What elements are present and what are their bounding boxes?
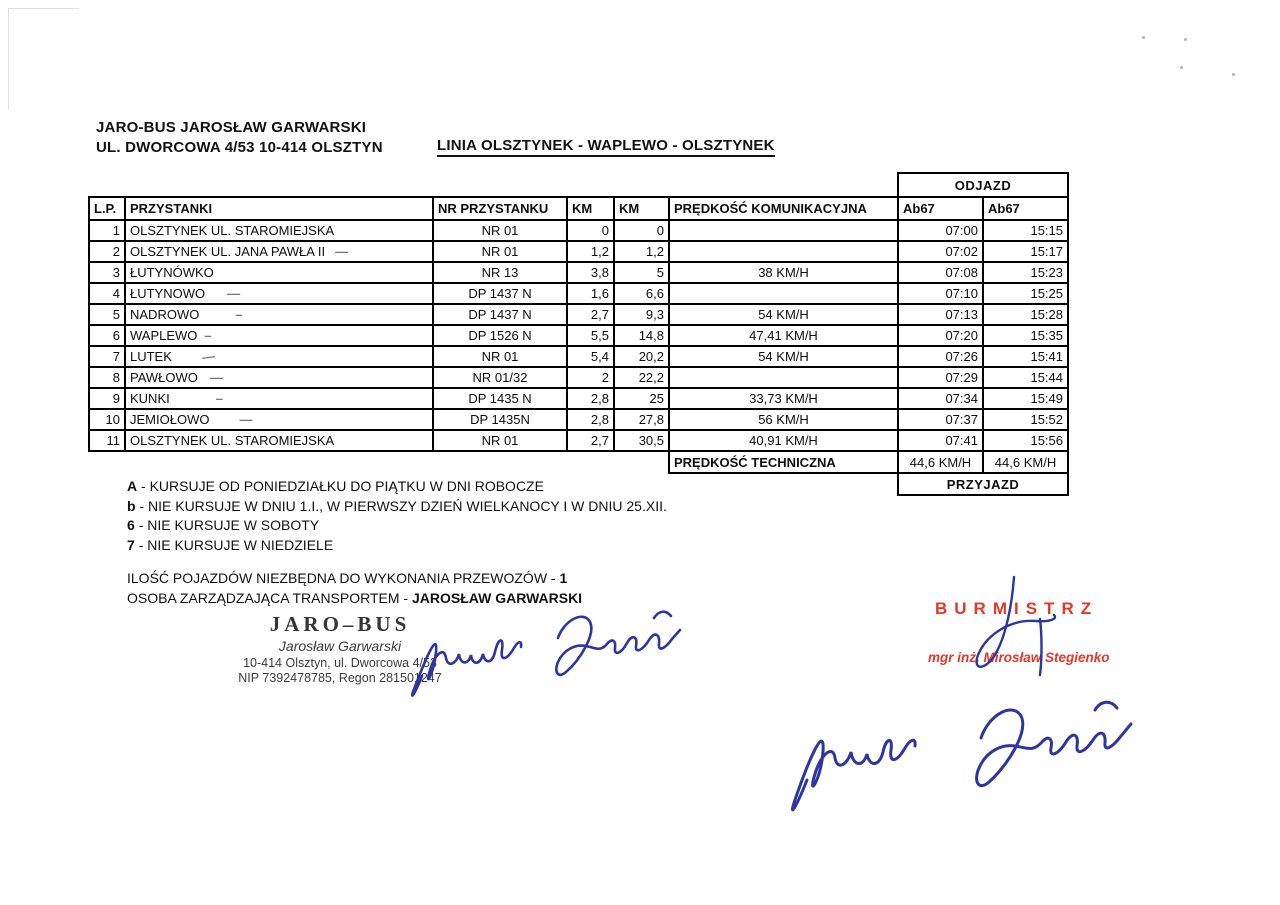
cell-km-leg: 2,8 <box>567 409 614 430</box>
cell-km-leg: 5,4 <box>567 346 614 367</box>
cell-stop <box>125 388 433 409</box>
odjazd-row <box>89 173 1068 197</box>
pen-mark: – <box>204 328 212 343</box>
legend-line <box>127 497 667 517</box>
table-header-row <box>89 197 1068 220</box>
technical-speed-row <box>89 451 1068 473</box>
cell-lp: 3 <box>89 262 125 283</box>
col-header-lp: L.P. <box>89 197 125 220</box>
ink-paraph <box>952 575 1072 690</box>
cell-stop-number: DP 1435 N <box>433 388 567 409</box>
cell-lp: 1 <box>89 220 125 241</box>
stop-name: OLSZTYNEK UL. STAROMIEJSKA <box>130 223 335 238</box>
table-row <box>89 430 1068 451</box>
cell-departure-2: 15:44 <box>983 367 1068 388</box>
cell-km-leg: 2,8 <box>567 388 614 409</box>
cell-departure-1: 07:29 <box>898 367 983 388</box>
pen-mark: — <box>239 412 253 427</box>
company-header <box>96 118 383 158</box>
pen-mark: — <box>200 348 216 365</box>
legend-key: b <box>127 497 136 514</box>
cell-km-total: 27,8 <box>614 409 669 430</box>
stop-name: ŁUTYNÓWKO <box>130 265 214 280</box>
cell-departure-1: 07:26 <box>898 346 983 367</box>
cell-departure-2: 15:35 <box>983 325 1068 346</box>
stop-name: WAPLEWO <box>130 328 198 343</box>
legend-key: 6 <box>127 517 135 533</box>
scan-speck <box>1184 38 1187 41</box>
cell-departure-2: 15:56 <box>983 430 1068 451</box>
cell-departure-2: 15:25 <box>983 283 1068 304</box>
stop-name: KUNKI <box>130 391 170 406</box>
col-header-course-1: Ab67 <box>898 197 983 220</box>
scan-speck <box>1180 66 1183 69</box>
cell-departure-2: 15:52 <box>983 409 1068 430</box>
cell-speed: 47,41 KM/H <box>669 325 898 346</box>
company-address-line: UL. DWORCOWA 4/53 10-414 OLSZTYN <box>96 139 383 156</box>
table-row <box>89 325 1068 346</box>
cell-departure-1: 07:02 <box>898 241 983 262</box>
cell-stop <box>125 325 433 346</box>
cell-lp: 11 <box>89 430 125 451</box>
cell-stop-number: NR 01 <box>433 346 567 367</box>
technical-speed-value-2: 44,6 KM/H <box>983 451 1068 473</box>
legend-text: - NIE KURSUJE W DNIU 1.I., W PIERWSZY DZIEŃ WIELKANOCY I W DNIU 25.XII. <box>139 497 667 514</box>
spacer-cell <box>89 173 898 197</box>
cell-km-leg: 3,8 <box>567 262 614 283</box>
cell-km-total: 20,2 <box>614 346 669 367</box>
col-header-stops: PRZYSTANKI <box>125 197 433 220</box>
cell-stop <box>125 241 433 262</box>
cell-km-leg: 5,5 <box>567 325 614 346</box>
vehicles-note <box>127 568 582 588</box>
cell-departure-1: 07:08 <box>898 262 983 283</box>
cell-departure-1: 07:34 <box>898 388 983 409</box>
cell-departure-1: 07:20 <box>898 325 983 346</box>
table-row <box>89 367 1068 388</box>
ink-signature-bottom <box>785 688 1175 823</box>
pen-mark: — <box>335 244 349 259</box>
cell-speed: 56 KM/H <box>669 409 898 430</box>
scan-speck <box>1232 73 1235 76</box>
cell-km-total: 25 <box>614 388 669 409</box>
table-row <box>89 388 1068 409</box>
cell-km-total: 6,6 <box>614 283 669 304</box>
pen-mark: – <box>215 391 223 406</box>
cell-departure-2: 15:23 <box>983 262 1068 283</box>
legend-text: - NIE KURSUJE W SOBOTY <box>138 517 320 533</box>
cell-stop <box>125 220 433 241</box>
cell-stop <box>125 409 433 430</box>
cell-speed: 38 KM/H <box>669 262 898 283</box>
cell-lp: 5 <box>89 304 125 325</box>
note-text: ILOŚĆ POJAZDÓW NIEZBĘDNA DO WYKONANIA PRZEWOZÓW - <box>127 570 556 586</box>
cell-stop-number: NR 01/32 <box>433 367 567 388</box>
stop-name: JEMIOŁOWO <box>130 412 210 427</box>
cell-departure-2: 15:41 <box>983 346 1068 367</box>
note-text: OSOBA ZARZĄDZAJĄCA TRANSPORTEM - <box>127 590 409 606</box>
stop-name: OLSZTYNEK UL. JANA PAWŁA II <box>130 244 326 259</box>
cell-stop <box>125 346 433 367</box>
cell-lp: 10 <box>89 409 125 430</box>
cell-lp: 2 <box>89 241 125 262</box>
route-title: LINIA OLSZTYNEK - WAPLEWO - OLSZTYNEK <box>437 137 775 157</box>
cell-departure-2: 15:15 <box>983 220 1068 241</box>
stop-name: LUTEK <box>130 349 172 364</box>
cell-speed: 33,73 KM/H <box>669 388 898 409</box>
scan-corner-artifact <box>8 8 79 109</box>
odjazd-header: ODJAZD <box>898 173 1068 197</box>
legend-key: A <box>127 478 138 494</box>
legend-line <box>127 477 667 497</box>
cell-km-total: 0 <box>614 220 669 241</box>
cell-lp: 8 <box>89 367 125 388</box>
technical-speed-label: PRĘDKOŚĆ TECHNICZNA <box>669 451 898 473</box>
cell-departure-1: 07:41 <box>898 430 983 451</box>
table-row <box>89 220 1068 241</box>
cell-stop-number: NR 01 <box>433 430 567 451</box>
cell-speed: 54 KM/H <box>669 304 898 325</box>
burmistrz-stamp-title: BURMISTRZ <box>935 599 1099 618</box>
cell-departure-1: 07:00 <box>898 220 983 241</box>
cell-lp: 4 <box>89 283 125 304</box>
cell-stop-number: DP 1435N <box>433 409 567 430</box>
col-header-stop-number: NR PRZYSTANKU <box>433 197 567 220</box>
cell-speed <box>669 241 898 262</box>
stamp-address: 10-414 Olsztyn, ul. Dworcowa 4/53 <box>243 656 437 670</box>
cell-stop <box>125 430 433 451</box>
pen-mark: — <box>209 370 223 385</box>
note-bold: JAROSŁAW GARWARSKI <box>411 590 583 606</box>
cell-speed <box>669 283 898 304</box>
cell-departure-2: 15:28 <box>983 304 1068 325</box>
cell-km-total: 14,8 <box>614 325 669 346</box>
scan-speck <box>1142 36 1145 39</box>
table-row <box>89 409 1068 430</box>
cell-stop <box>125 283 433 304</box>
cell-km-total: 22,2 <box>614 367 669 388</box>
stamp-title: JARO–BUS <box>269 612 411 636</box>
cell-km-leg: 2,7 <box>567 304 614 325</box>
cell-departure-2: 15:17 <box>983 241 1068 262</box>
cell-stop-number: NR 01 <box>433 241 567 262</box>
cell-speed <box>669 367 898 388</box>
cell-km-total: 5 <box>614 262 669 283</box>
stamp-nip-regon: NIP 7392478785, Regon 281501247 <box>238 671 442 685</box>
legend-key: 7 <box>127 536 135 553</box>
cell-speed: 54 KM/H <box>669 346 898 367</box>
legend-line <box>127 516 667 536</box>
table-row <box>89 241 1068 262</box>
cell-stop-number: DP 1437 N <box>433 283 567 304</box>
pen-mark: — <box>227 286 241 301</box>
stamp-owner-name: Jarosław Garwarski <box>278 638 402 654</box>
cell-km-leg: 0 <box>567 220 614 241</box>
cell-stop <box>125 304 433 325</box>
cell-km-leg: 1,2 <box>567 241 614 262</box>
stop-name: ŁUTYNOWO <box>130 286 206 301</box>
cell-lp: 6 <box>89 325 125 346</box>
pen-mark: – <box>235 307 243 322</box>
timetable <box>88 172 1069 496</box>
note-bold: 1 <box>559 570 568 586</box>
burmistrz-name: mgr inż. Mirosław Stegienko <box>928 650 1110 665</box>
table-row <box>89 283 1068 304</box>
cell-departure-1: 07:13 <box>898 304 983 325</box>
cell-km-total: 1,2 <box>614 241 669 262</box>
cell-km-leg: 1,6 <box>567 283 614 304</box>
company-name-line: JARO-BUS JAROSŁAW GARWARSKI <box>96 119 367 136</box>
spacer-cell <box>89 451 669 473</box>
timetable-table <box>88 172 1069 496</box>
table-row <box>89 346 1068 367</box>
cell-stop-number: DP 1526 N <box>433 325 567 346</box>
cell-lp: 7 <box>89 346 125 367</box>
technical-speed-value-1: 44,6 KM/H <box>898 451 983 473</box>
col-header-km-total: KM <box>614 197 669 220</box>
cell-stop <box>125 367 433 388</box>
cell-speed: 40,91 KM/H <box>669 430 898 451</box>
stop-name: PAWŁOWO <box>130 370 198 385</box>
col-header-speed: PRĘDKOŚĆ KOMUNIKACYJNA <box>669 197 898 220</box>
legend-text: - NIE KURSUJE W NIEDZIELE <box>138 536 334 553</box>
ink-signature-left <box>408 592 698 712</box>
stop-name: OLSZTYNEK UL. STAROMIEJSKA <box>130 433 335 448</box>
cell-stop-number: NR 13 <box>433 262 567 283</box>
cell-lp: 9 <box>89 388 125 409</box>
cell-speed <box>669 220 898 241</box>
cell-stop-number: NR 01 <box>433 220 567 241</box>
cell-km-leg: 2,7 <box>567 430 614 451</box>
cell-stop <box>125 262 433 283</box>
przyjazd-header: PRZYJAZD <box>898 473 1068 495</box>
cell-departure-2: 15:49 <box>983 388 1068 409</box>
legend <box>127 477 667 555</box>
cell-km-total: 30,5 <box>614 430 669 451</box>
cell-km-total: 9,3 <box>614 304 669 325</box>
col-header-km-leg: KM <box>567 197 614 220</box>
legend-text: - KURSUJE OD PONIEDZIAŁKU DO PIĄTKU W DNI ROBOCZE <box>141 478 544 494</box>
col-header-course-2: Ab67 <box>983 197 1068 220</box>
stop-name: NADROWO <box>130 307 200 322</box>
cell-departure-1: 07:10 <box>898 283 983 304</box>
table-row <box>89 262 1068 283</box>
cell-stop-number: DP 1437 N <box>433 304 567 325</box>
legend-line <box>127 536 667 556</box>
table-row <box>89 304 1068 325</box>
cell-departure-1: 07:37 <box>898 409 983 430</box>
cell-km-leg: 2 <box>567 367 614 388</box>
